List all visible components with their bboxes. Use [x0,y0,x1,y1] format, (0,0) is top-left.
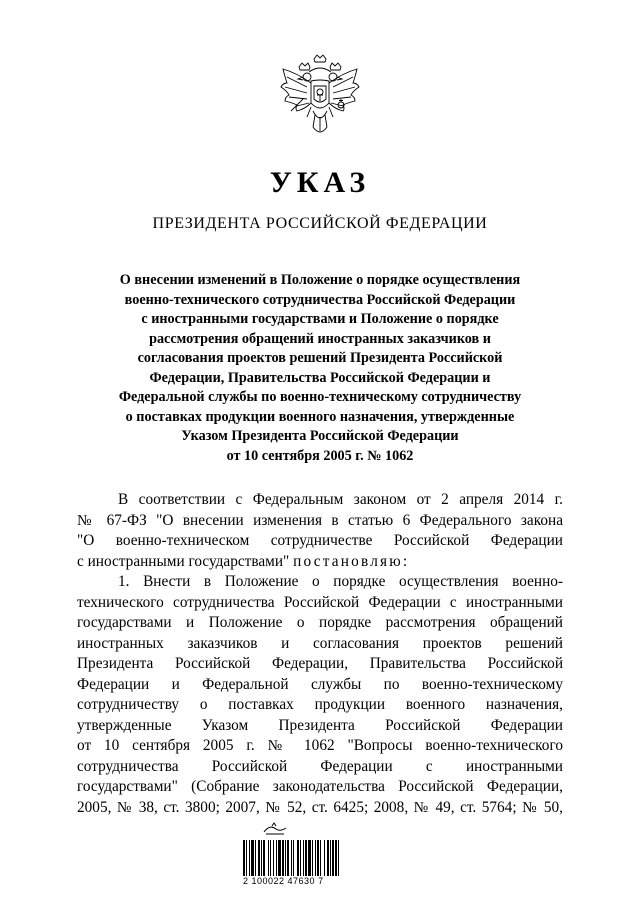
barcode-bar [273,840,274,876]
barcode-bar [324,840,325,876]
barcode-bar [297,840,299,876]
decree-heading [70,271,570,466]
printer-mark-icon [262,822,288,836]
item-1-line: 2005, № 38, ст. 3800; 2007, № 52, ст. 6425; 2008, № 49, ст. 5764; № 50, [77,798,563,816]
barcode-bar [293,840,294,876]
barcode-bar [246,840,247,876]
barcode-bar [303,840,304,876]
preamble-line [77,552,563,573]
barcode-bar [338,840,339,876]
barcode-bar [320,840,321,876]
resolution-word: постановляю: [293,552,410,570]
barcode-bar [249,840,250,876]
barcode-bar [312,840,313,876]
heading-line: О внесении изменений в Положение о порядке осуществления [119,272,521,288]
heading-line: Федеральной службы по военно-техническому сотрудничеству [118,389,522,405]
preamble-text: с иностранными государствами" [77,552,294,570]
item-1-line: Президента Российской Федерации, Правительства Российской [77,655,563,672]
decree-body [77,490,563,818]
heading-line: согласования проектов решений Президента Российской [137,350,503,366]
item-1-line: от 10 сентября 2005 г. № 1062 "Вопросы военно-технического [77,737,563,754]
barcode-bar [251,840,254,876]
preamble-line: "О военно-техническом сотрудничестве Российской Федерации [77,532,563,549]
heading-line: Указом Президента Российской Федерации [181,428,459,444]
heading-line: о поставках продукции военного назначения, утвержденные [125,408,515,425]
heading-line: военно-технического сотрудничества Российской Федерации [124,291,516,308]
barcode-bar [291,840,292,876]
preamble-line: № 67-ФЗ "О внесении изменения в статью 6 Федерального закона [77,511,563,529]
barcode-bar [308,840,311,876]
item-1-line: 1. Внести в Положение о порядке осуществления военно- [118,573,563,590]
heading-line: рассмотрения обращений иностранных заказчиков и [149,330,491,347]
item-1-line: государствами" (Собрание законодательства Российской Федерации, [77,778,563,795]
item-1-line: сотрудничества Российской Федерации с иностранными [77,757,563,775]
barcode-bar [285,840,286,876]
document-title: УКАЗ [269,166,371,199]
barcode-bar [258,840,260,876]
barcode [243,840,371,876]
barcode-number: 2 100022 47630 7 [243,876,324,886]
barcode-bar [330,840,331,876]
barcode-bar [261,840,262,876]
barcode-bar [278,840,281,876]
barcode-bar [282,840,284,876]
document-subtitle: ПРЕЗИДЕНТА РОССИЙСКОЙ ФЕДЕРАЦИИ [152,215,488,232]
item-1-line: технического сотрудничества Российской Федерации с иностранными [77,593,563,611]
barcode-bar [243,840,245,876]
item-1-line: Федерации и Федеральной службы по военно-техническому [77,675,563,693]
barcode-bar [305,840,307,876]
item-1-line: сотрудничеству о поставках продукции военного назначения, [77,696,563,713]
item-1-line: государствами и Положение о порядке рассмотрения обращений [77,614,563,631]
item-1-line: иностранных заказчиков и согласования проектов решений [77,634,563,652]
barcode-bar [287,840,289,876]
barcode-bar [270,840,271,876]
coat-of-arms-emblem [277,53,363,141]
barcode-bar [263,840,265,876]
preamble-line: В соответствии с Федеральным законом от 2 апреля 2014 г. [118,491,563,508]
barcode-bar [268,840,269,876]
heading-line: от 10 сентября 2005 г. № 1062 [226,447,414,464]
barcode-bar [327,840,329,876]
barcode-bar [317,840,319,876]
barcode-bar [335,840,337,876]
barcode-bar [255,840,256,876]
heading-line: Федерации, Правительства Российской Федерации и [149,369,491,386]
barcode-bar [332,840,334,876]
heading-line: с иностранными государствами и Положение о порядке [141,311,499,327]
barcode-bar [300,840,301,876]
barcode-bar [276,840,277,876]
item-1-line: утвержденные Указом Президента Российской Федерации [77,716,563,734]
barcode-bar [315,840,316,876]
